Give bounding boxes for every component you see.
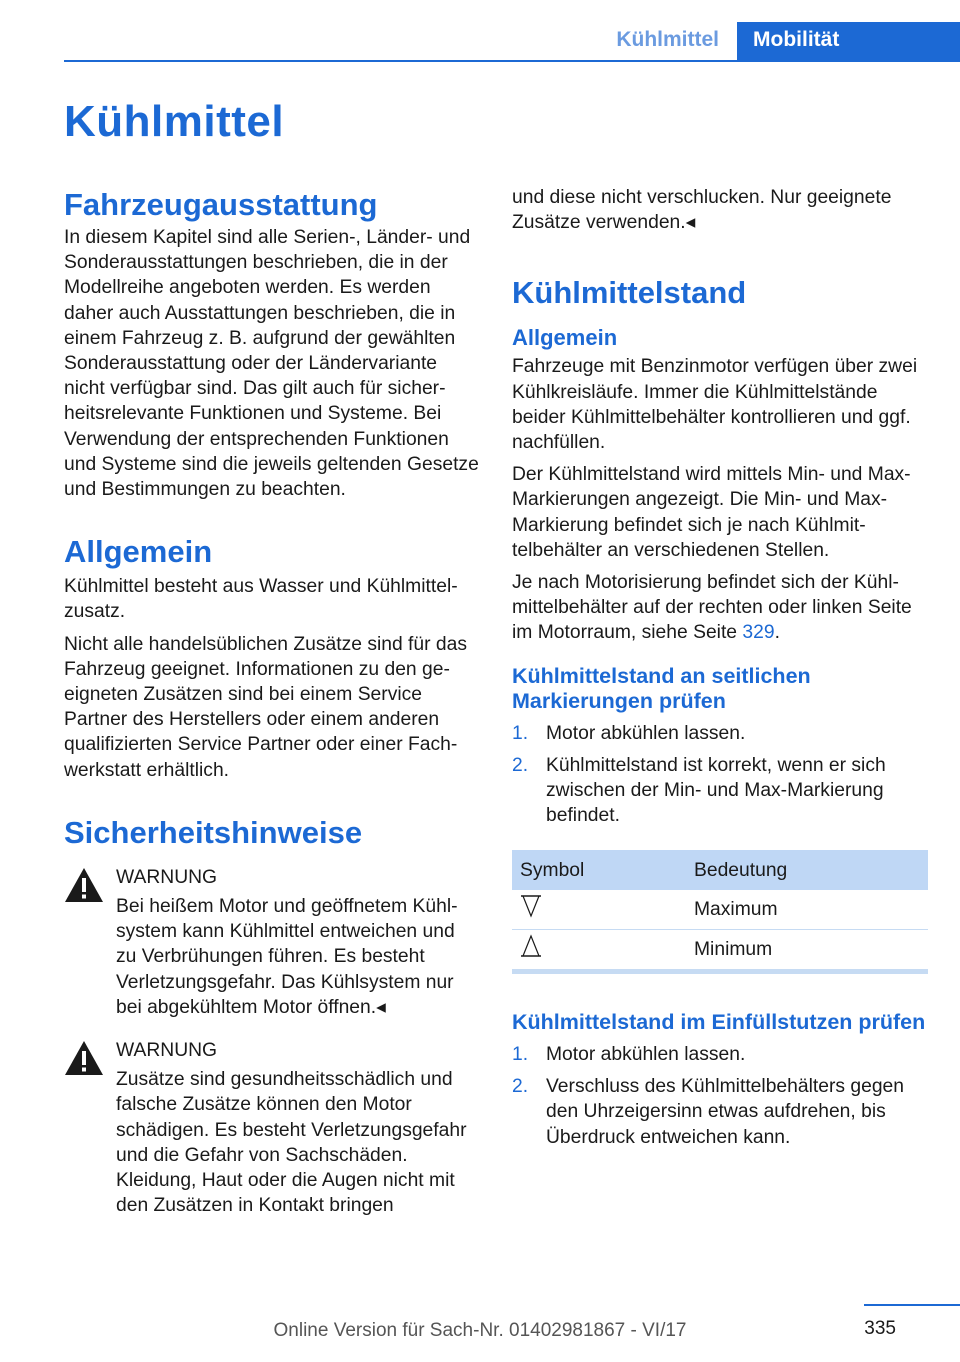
table-cell-symbol [512,930,686,972]
table-cell-meaning: Minimum [686,930,928,972]
paragraph-kuehlmittelstand-1: Fahrzeuge mit Benzinmotor verfügen über zwei Kühlkreisläufe. Immer die Kühlmittelstände beider Kühlmittelbehälter kontrollieren und ggf. nachfüllen. [512,356,918,454]
list-item [512,753,928,829]
warning-block-2 [64,1038,480,1218]
list-item-number: 2. [512,754,529,776]
warning-title-1: WARNUNG [116,866,218,888]
header-chapter-tab [737,22,960,62]
warning-triangle-icon [64,1040,104,1076]
table-header-row [512,850,928,890]
steps-list-einfuellstutzen [512,1042,928,1150]
page-number: 335 [864,1318,896,1339]
section-title-kuehlmittelstand: Kühlmittelstand [512,275,747,311]
subsection-title-allgemein: Allgemein [512,325,618,351]
list-item [512,1042,928,1067]
warning-title-2: WARNUNG [116,1040,218,1062]
footer-rule [864,1304,960,1306]
list-item-text: Motor abkühlen lassen. [546,1043,746,1065]
table-row [512,890,928,930]
paragraph-kuehlmittelstand-3 [512,570,928,646]
symbol-table [512,850,928,974]
table-row [512,930,928,972]
warning-text-2: Zusätze sind gesundheitsschädlich und falsche Zusätze können den Motor schädigen. Es besteht Verletzungsgefahr und die Gefahr von Sachschäden. Kleidung, Haut oder die Augen nicht mit den Zusätzen in Kontakt bringen [116,1069,467,1217]
page-reference-link[interactable]: 329 [742,622,775,644]
list-item [512,1074,928,1150]
warning-block-1 [64,865,480,1020]
subsection-title-einfuellstutzen: Kühlmittelstand im Einfüllstutzen prüfen [512,1010,926,1035]
paragraph-kuehlmittelstand-3-text: Je nach Motorisierung befindet sich der Kühlmittelbehälter auf der rechten oder linken Seite im Motorraum, siehe Seite [512,572,912,644]
list-item-text: Kühlmittelstand ist korrekt, wenn er sich zwischen der Min- und Max-Markierung befindet. [546,754,886,827]
table-cell-meaning: Maximum [686,890,928,930]
list-item-number: 2. [512,1076,529,1098]
paragraph-allgemein-2: Nicht alle handelsüblichen Zusätze sind für das Fahrzeug geeignet. Informationen zu den geeigneten Zusätzen sind bei einem Service Partner des Herstellers oder einem anderen qualifizierten Service Partner oder einer Fachwerkstatt erhältlich. [64,633,467,781]
steps-list-seitliche-markierungen [512,721,928,829]
paragraph-fahrzeugausstattung: In diesem Kapitel sind alle Serien-, Länder- und Sonderausstattungen beschrieben, die in der Modellreihe angeboten werden. Es werden daher auch Ausstattungen beschrieben, die in einem Fahrzeug z. B. aufgrund der gewählten Sonderausstattung oder der Ländervariante nicht verfügbar sind. Das gilt auch für sicherheitsrelevante Funktionen und Systeme. Bei Verwendung der entsprechenden Funktionen und Systeme sind die jeweils geltenden Gesetze und Bestimmungen zu beachten. [64,227,479,501]
paragraph-warning-continued: und diese nicht verschlucken. Nur geeignete Zusätze verwenden.◂ [512,187,892,234]
section-title-allgemein: Allgemein [64,534,213,570]
page-title: Kühlmittel [64,97,285,146]
table-cell-symbol [512,890,686,930]
table-header-bedeutung: Bedeutung [694,859,788,881]
paragraph-kuehlmittelstand-3-end: . [774,622,780,644]
list-item [512,721,928,746]
header-section-label: Kühlmittel [616,28,719,51]
header-chapter-label: Mobilität [753,28,840,51]
list-item-text: Motor abkühlen lassen. [546,722,746,744]
left-column [64,185,480,1219]
section-title-sicherheitshinweise: Sicherheitshinweise [64,814,363,850]
section-title-fahrzeugausstattung: Fahrzeugausstattung [64,187,378,222]
warning-triangle-icon [64,867,104,903]
min-marker-icon [520,934,542,958]
list-item-number: 1. [512,1043,529,1065]
footer-version-note: Online Version für Sach-Nr. 01402981867 - VI/17 [273,1320,687,1341]
list-item-text: Verschluss des Kühlmittelbehälters gegen den Uhrzeigersinn etwas aufdrehen, bis Überdruck entweichen kann. [546,1076,904,1148]
paragraph-kuehlmittelstand-2: Der Kühlmittelstand wird mittels Min- und Max-Markierungen angezeigt. Die Min- und Max-Markierung befindet sich je nach Kühlmittelbehälter an verschiedenen Stellen. [512,464,911,561]
list-item-number: 1. [512,722,529,744]
right-column [512,185,928,1157]
max-marker-icon [520,894,542,918]
paragraph-allgemein-1: Kühlmittel besteht aus Wasser und Kühlmittelzusatz. [64,576,458,623]
subsection-title-seitliche-markierungen: Kühlmittelstand an seitlichen Markierungen prüfen [512,663,811,714]
warning-text-1: Bei heißem Motor und geöffnetem Kühlsystem kann Kühlmittel entweichen und zu Verbrühungen führen. Es besteht Verletzungsgefahr. Das Kühlsystem nur bei abgekühltem Motor öffnen.◂ [116,896,458,1018]
table-header-symbol: Symbol [520,859,585,881]
